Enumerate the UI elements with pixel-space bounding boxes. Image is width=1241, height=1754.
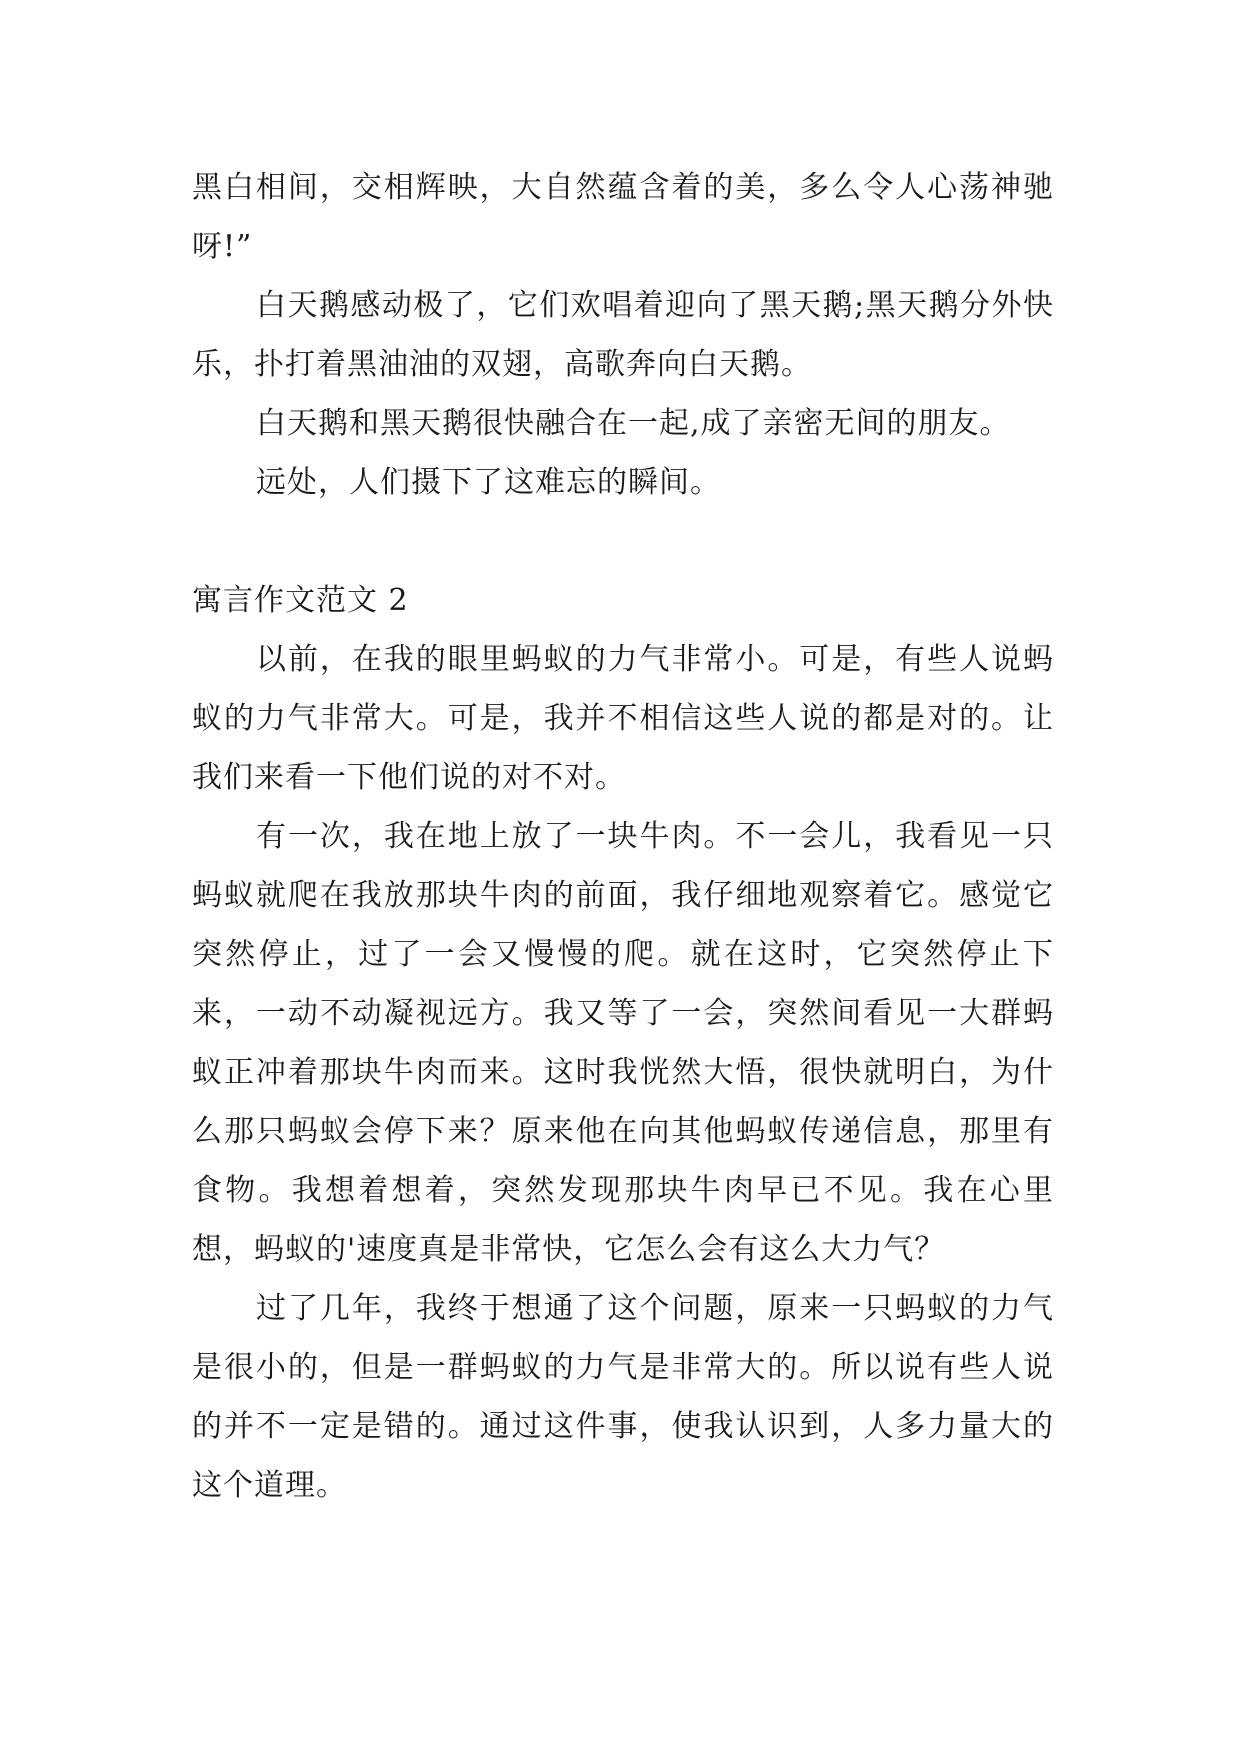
paragraph: 以前，在我的眼里蚂蚁的力气非常小。可是，有些人说蚂蚁的力气非常大。可是，我并不相信这些人说的都是对的。让我们来看一下他们说的对不对。 bbox=[192, 642, 1054, 795]
paragraph: 白天鹅和黑天鹅很快融合在一起,成了亲密无间的朋友。 bbox=[256, 406, 1011, 441]
document-body bbox=[192, 158, 1054, 1515]
paragraph: 有一次，我在地上放了一块牛肉。不一会儿，我看见一只蚂蚁就爬在我放那块牛肉的前面，我仔细地观察着它。感觉它突然停止，过了一会又慢慢的爬。就在这时，它突然停止下来，一动不动凝视远方。我又等了一会，突然间看见一大群蚂蚁正冲着那块牛肉而来。这时我恍然大悟，很快就明白，为什么那只蚂蚁会停下来？原来他在向其他蚂蚁传递信息，那里有食物。我想着想着，突然发现那块牛肉早已不见。我在心里想，蚂蚁的'速度真是非常快，它怎么会有这么大力气？ bbox=[192, 819, 1054, 1267]
paragraph-continuation: 黑白相间，交相辉映，大自然蕴含着的美，多么令人心荡神驰呀!” bbox=[192, 170, 1054, 264]
paragraph: 远处，人们摄下了这难忘的瞬间。 bbox=[256, 465, 721, 500]
paragraph: 过了几年，我终于想通了这个问题，原来一只蚂蚁的力气是很小的，但是一群蚂蚁的力气是非常大的。所以说有些人说的并不一定是错的。通过这件事，使我认识到，人多力量大的这个道理。 bbox=[192, 1291, 1054, 1503]
paragraph: 白天鹅感动极了，它们欢唱着迎向了黑天鹅;黑天鹅分外快乐，扑打着黑油油的双翅，高歌奔向白天鹅。 bbox=[192, 288, 1054, 382]
section-title: 寓言作文范文 2 bbox=[192, 583, 409, 618]
